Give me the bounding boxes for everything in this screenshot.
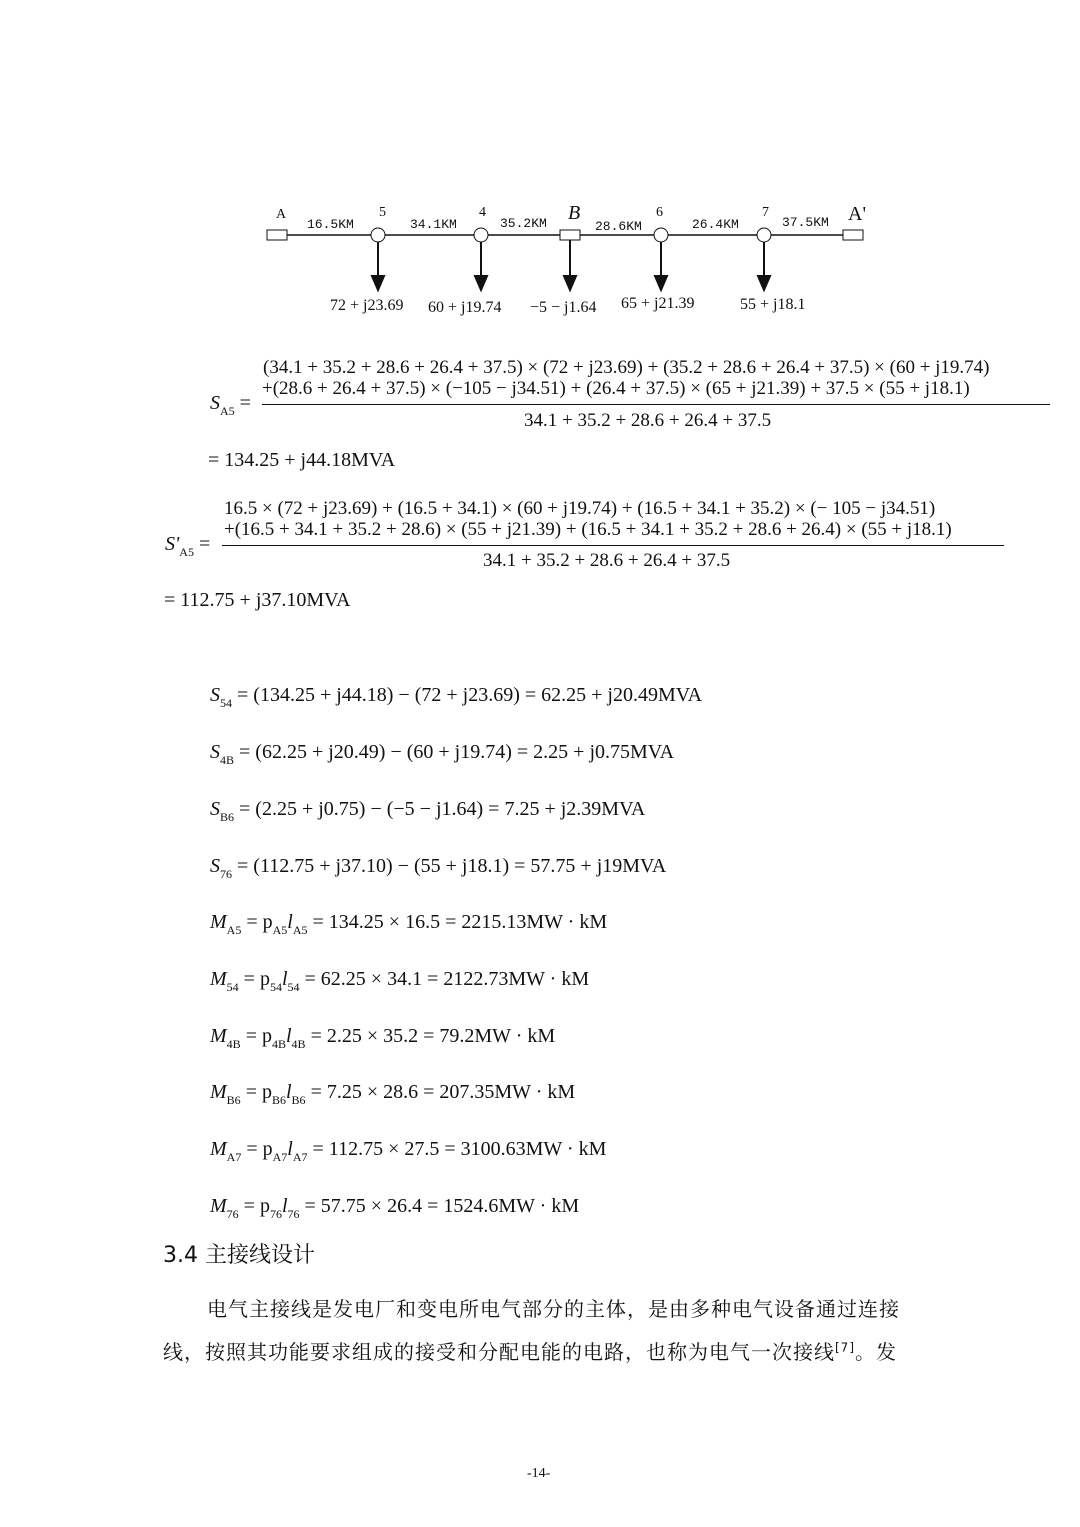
sa5-prime-lhs: $S'_{A5}$ = [165, 533, 211, 559]
load-label: 60 + j19.74 [428, 299, 502, 316]
node-label-4: 4 [479, 205, 486, 220]
sa5-result: = 134.25 + j44.18MVA [208, 449, 396, 471]
sa5-numerator-line2: +(28.6 + 26.4 + 37.5) × (−105 − j34.51) + (26.4 + 37.5) × (65 + j21.39) + 37.5 × (55 + j18.1) [262, 378, 970, 399]
node-box-b [560, 230, 580, 240]
equation-mb6: $M_{B6} = p_{B6}l_{B6} = 7.25 \times 28.6 = 207.35MW$ · kM [210, 1081, 576, 1107]
sa5-prime-fraction-bar [222, 545, 1004, 546]
sa5-denominator: 34.1 + 35.2 + 28.6 + 26.4 + 37.5 [524, 410, 772, 431]
segment-label: 34.1KM [410, 217, 457, 232]
node-circle-7 [757, 228, 771, 242]
citation: [7] [835, 1340, 855, 1355]
equation-s4b: $S_{4B} = (62.25 + j20.49) - (60 + j19.74) = 2.25 + j0.75MVA$ [210, 741, 675, 767]
node-label-a-prime: A' [848, 203, 867, 225]
node-circle-5 [371, 228, 385, 242]
node-box-a-prime [843, 230, 863, 240]
sa5-prime-numerator-line2: +(16.5 + 34.1 + 35.2 + 28.6) × (55 + j21.39) + (16.5 + 34.1 + 35.2 + 28.6 + 26.4) × (55 + j18.1) [224, 519, 952, 540]
line-network-diagram [0, 0, 1080, 330]
equation-s76: $S_{76} = (112.75 + j37.10) - (55 + j18.1) = 57.75 + j19MVA$ [210, 855, 667, 881]
sa5-prime-numerator-line1: 16.5 × (72 + j23.69) + (16.5 + 34.1) × (60 + j19.74) + (16.5 + 34.1 + 35.2) × (− 105 − j34.51) [224, 498, 936, 519]
node-box-a [267, 230, 287, 240]
equation-sb6: $S_{B6} = (2.25 + j0.75) - (-5 - j1.64) = 7.25 + j2.39MVA$ [210, 798, 646, 824]
sa5-fraction-bar [262, 404, 1050, 405]
segment-label: 35.2KM [500, 216, 547, 231]
node-circle-6 [654, 228, 668, 242]
load-label: 55 + j18.1 [740, 296, 806, 313]
sa5-prime-denominator: 34.1 + 35.2 + 28.6 + 26.4 + 37.5 [483, 550, 731, 571]
paragraph-line-2: 线，按照其功能要求组成的接受和分配电能的电路，也称为电气一次接线[7]。发 [163, 1340, 897, 1364]
segment-label: 28.6KM [595, 219, 642, 234]
equation-m4b: $M_{4B} = p_{4B}l_{4B} = 2.25 \times 35.2 = 79.2MW$ · kM [210, 1025, 556, 1051]
load-label: −5 − j1.64 [530, 299, 597, 316]
page-number: -14- [527, 1466, 551, 1481]
sa5-lhs: $S_{A5}$ = [210, 392, 251, 418]
equation-ma5: $M_{A5} = p_{A5}l_{A5} = 134.25 \times 16.5 = 2215.13MW$ · kM [210, 911, 608, 937]
load-label: 72 + j23.69 [330, 297, 404, 314]
equation-m54: $M_{54} = p_{54}l_{54} = 62.25 \times 34.1 = 2122.73MW$ · kM [210, 968, 590, 994]
node-label-a: A [276, 207, 287, 222]
node-label-7: 7 [762, 205, 769, 220]
segment-label: 16.5KM [307, 217, 354, 232]
equation-s54: $S_{54} = (134.25 + j44.18) - (72 + j23.69) = 62.25 + j20.49MVA$ [210, 684, 703, 710]
equation-m76: $M_{76} = p_{76}l_{76} = 57.75 \times 26.4 = 1524.6MW$ · kM [210, 1195, 580, 1221]
node-label-6: 6 [656, 205, 663, 220]
node-label-5: 5 [379, 205, 386, 220]
segment-label: 37.5KM [782, 215, 829, 230]
node-label-b: B [568, 202, 581, 224]
segment-label: 26.4KM [692, 217, 739, 232]
paragraph-line-1: 电气主接线是发电厂和变电所电气部分的主体，是由多种电气设备通过连接 [207, 1297, 900, 1321]
node-circle-4 [474, 228, 488, 242]
sa5-prime-result: = 112.75 + j37.10MVA [164, 589, 351, 611]
load-label: 65 + j21.39 [621, 295, 695, 312]
equation-ma7: $M_{A7} = p_{A7}l_{A7} = 112.75 \times 27.5 = 3100.63MW$ · kM [210, 1138, 607, 1164]
section-heading: 3.4 主接线设计 [163, 1243, 315, 1268]
sa5-numerator-line1: (34.1 + 35.2 + 28.6 + 26.4 + 37.5) × (72 + j23.69) + (35.2 + 28.6 + 26.4 + 37.5) × (60 + j19.74) [263, 357, 990, 378]
